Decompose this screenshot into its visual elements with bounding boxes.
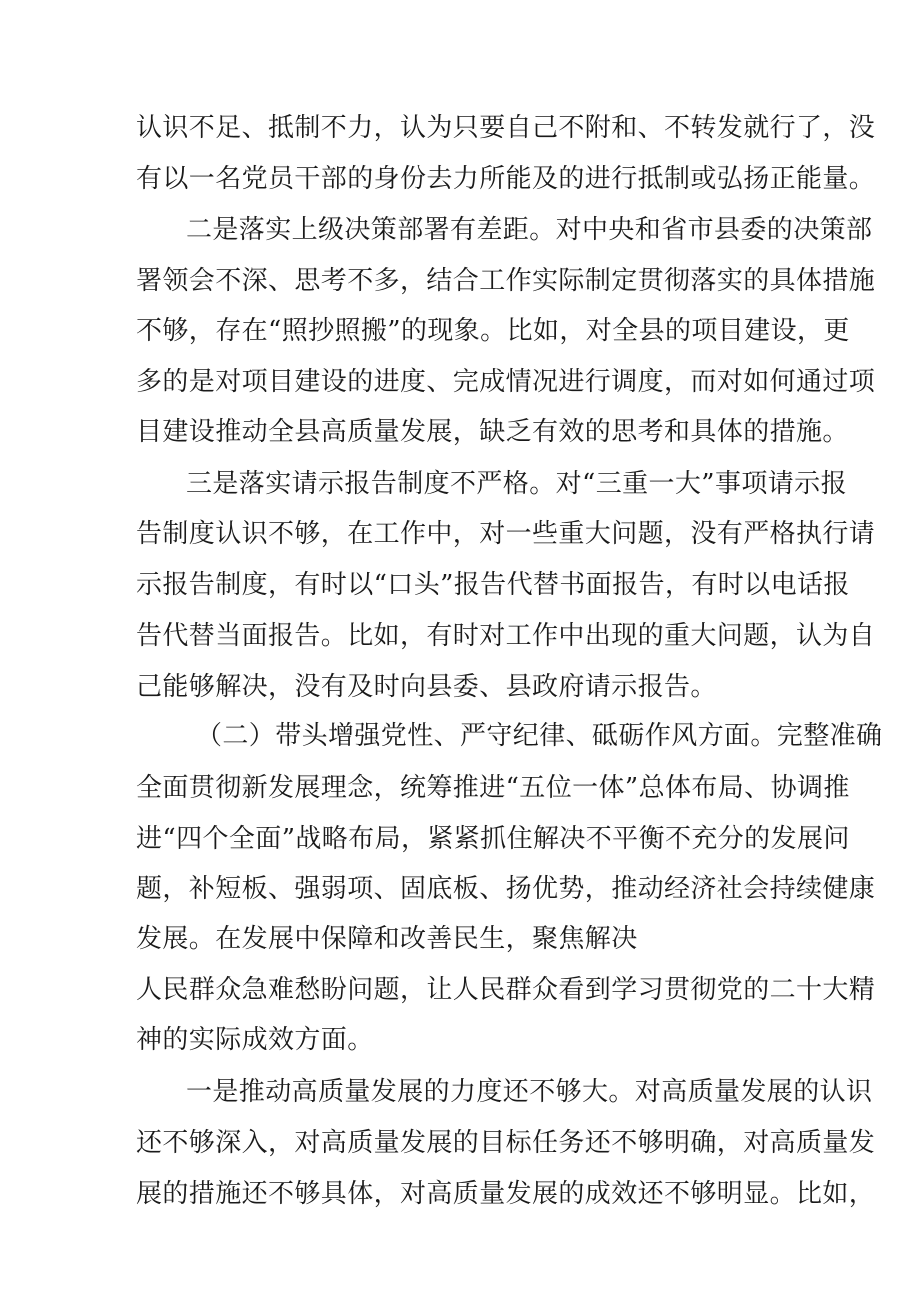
text-line: 神的实际成效方面。 bbox=[136, 1025, 374, 1055]
text-line: 示报告制度，有时以“口头”报告代替书面报告，有时以电话报 bbox=[136, 570, 850, 600]
text-line: 题，补短板、强弱项、固底板、扬优势，推动经济社会持续健康 bbox=[136, 874, 876, 904]
text-line: 告制度认识不够，在工作中，对一些重大问题，没有严格执行请 bbox=[136, 519, 876, 549]
text-line: 多的是对项目建设的进度、完成情况进行调度，而对如何通过项 bbox=[136, 367, 876, 397]
paragraph-first-line: 三是落实请示报告制度不严格。对“三重一大”事项请示报 bbox=[186, 469, 847, 499]
text-line: 认识不足、抵制不力，认为只要自己不附和、不转发就行了，没 bbox=[136, 113, 876, 143]
text-line: 目建设推动全县高质量发展，缺乏有效的思考和具体的措施。 bbox=[136, 417, 849, 447]
text-line: 进“四个全面”战略布局，紧紧抓住解决不平衡不充分的发展问 bbox=[136, 824, 850, 854]
text-line: 展的措施还不够具体，对高质量发展的成效还不够明显。比如， bbox=[136, 1179, 876, 1209]
paragraph-first-line: 二是落实上级决策部署有差距。对中央和省市县委的决策部 bbox=[186, 215, 873, 245]
text-line: 有以一名党员干部的身份去力所能及的进行抵制或弘扬正能量。 bbox=[136, 164, 876, 194]
text-line: 发展。在发展中保障和改善民生，聚焦解决 bbox=[136, 924, 638, 954]
text-line: 己能够解决，没有及时向县委、县政府请示报告。 bbox=[136, 672, 717, 702]
text-line: 告代替当面报告。比如，有时对工作中出现的重大问题，认为自 bbox=[136, 621, 876, 651]
section-heading-line: （二）带头增强党性、严守纪律、砥砺作风方面。完整准确 bbox=[196, 721, 883, 751]
text-line: 署领会不深、思考不多，结合工作实际制定贯彻落实的具体措施 bbox=[136, 266, 876, 296]
text-line: 还不够深入，对高质量发展的目标任务还不够明确，对高质量发 bbox=[136, 1128, 876, 1158]
paragraph-first-line: 一是推动高质量发展的力度还不够大。对高质量发展的认识 bbox=[186, 1077, 873, 1107]
text-line: 不够，存在“照抄照搬”的现象。比如，对全县的项目建设，更 bbox=[136, 316, 850, 346]
text-line: 人民群众急难愁盼问题，让人民群众看到学习贯彻党的二十大精 bbox=[136, 975, 876, 1005]
text-line: 全面贯彻新发展理念，统筹推进“五位一体”总体布局、协调推 bbox=[136, 773, 850, 803]
